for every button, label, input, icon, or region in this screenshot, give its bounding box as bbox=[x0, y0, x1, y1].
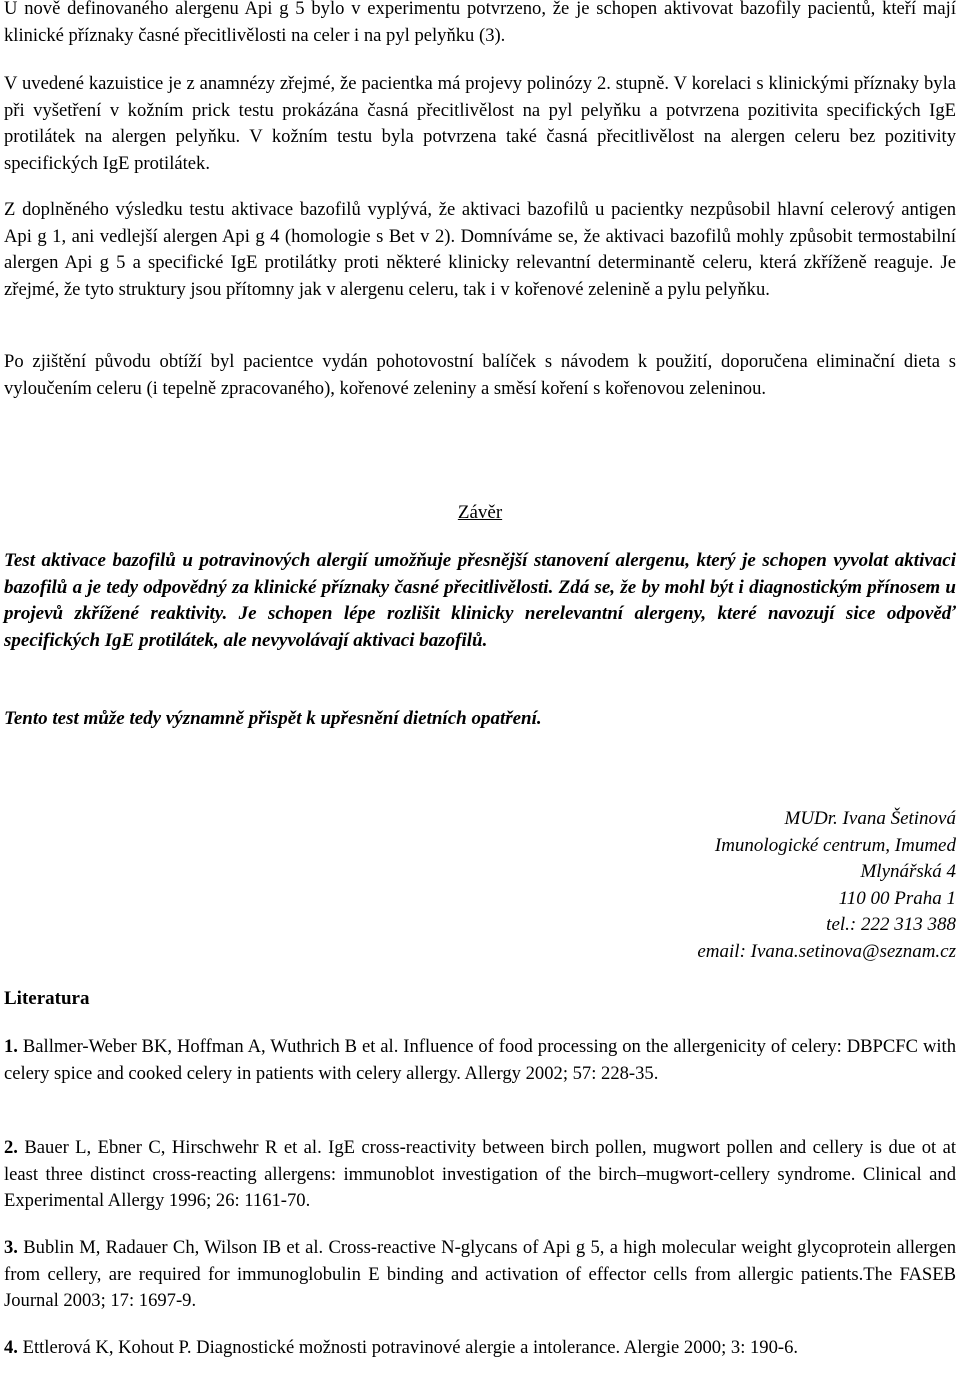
reference-number: 3. bbox=[4, 1237, 18, 1258]
author-phone: tel.: 222 313 388 bbox=[826, 914, 956, 935]
conclusion-heading: Závěr bbox=[457, 502, 503, 523]
author-signature-block bbox=[697, 806, 956, 965]
paragraph-case-report: V uvedené kazuistice je z anamnézy zřejmé, že pacientka má projevy polinózy 2. stupně. V korelaci s klinickými příznaky byla při vyšetření v kožním prick testu prokázána časná přecitlivělost na pyl pelyňku a potvrzena pozitivita specifických IgE protilátek na alergen pelyňku. V kožním testu byla potvrzena také časná přecitlivělost na alergen celeru bez pozitivity specifických IgE protilátek. bbox=[4, 73, 956, 174]
reference-item bbox=[4, 1335, 956, 1362]
author-city: 110 00 Praha 1 bbox=[838, 887, 956, 909]
reference-item bbox=[4, 1034, 956, 1087]
reference-item bbox=[4, 1135, 956, 1215]
reference-item bbox=[4, 1235, 956, 1315]
reference-text: Bauer L, Ebner C, Hirschwehr R et al. IgE cross-reactivity between birch pollen, mugwort pollen and cellery is due ot at least three distinct cross-reacting allergens: immunoblot investigation of the birch–mugwort-cellery syndrome. Clinical and Experimental Allergy 1996; 26: 1161-70. bbox=[4, 1137, 956, 1211]
conclusion-text: Test aktivace bazofilů u potravinových alergií umožňuje přesnější stanovení alergenu, který je schopen vyvolat aktivaci bazofilů a je tedy odpovědný za klinické příznaky časné přecitlivělosti. Zdá se, že by mohl být i diagnostickým přínosem u projevů zkřížené reaktivity. Je schopen lépe rozlišit klinicky nerelevantní alergeny, které navozují sice odpověď specifických IgE protilátek, ale nevyvolávají aktivaci bazofilů. bbox=[4, 550, 956, 652]
author-name: MUDr. Ivana Šetinová bbox=[784, 808, 956, 829]
reference-text: Bublin M, Radauer Ch, Wilson IB et al. Cross-reactive N-glycans of Api g 5, a high molecular weight glycoprotein allergen from cellery, are required for immunoglobulin E binding and activation of effector cells from allergic patients.The FASEB Journal 2003; 17: 1697-9. bbox=[4, 1237, 956, 1311]
reference-number: 1. bbox=[4, 1036, 18, 1057]
author-street: Mlynářská 4 bbox=[860, 861, 956, 882]
reference-number: 4. bbox=[4, 1337, 18, 1358]
reference-number: 2. bbox=[4, 1137, 18, 1158]
author-email: email: Ivana.setinova@seznam.cz bbox=[697, 940, 956, 962]
paragraph-api-g5: U nově definovaného alergenu Api g 5 bylo v experimentu potvrzeno, že je schopen aktivovat bazofily pacientů, kteří mají klinické příznaky časné přecitlivělosti na celer i na pyl pelyňku (3). bbox=[4, 0, 956, 46]
literature-heading: Literatura bbox=[4, 988, 90, 1009]
conclusion-final-sentence: Tento test může tedy významně přispět k upřesnění dietních opatření. bbox=[4, 708, 542, 729]
paragraph-basophil-result: Z doplněného výsledku testu aktivace bazofilů vyplývá, že aktivaci bazofilů u pacientky nezpůsobil hlavní celerový antigen Api g 1, ani vedlejší alergen Api g 4 (homologie s Bet v 2). Domníváme se, že aktivaci bazofilů mohly způsobit termostabilní alergen Api g 5 a specifické IgE protilátky proti některé klinicky relevantní determinantě celeru, která zkříženě reaguje. Je zřejmé, že tyto struktury jsou přítomny jak v alergenu celeru, tak i v kořenové zelenině a pylu pelyňku. bbox=[4, 199, 956, 300]
reference-text: Ettlerová K, Kohout P. Diagnostické možnosti potravinové alergie a intolerance. Alergie 2000; 3: 190-6. bbox=[22, 1337, 799, 1358]
paragraph-treatment: Po zjištění původu obtíží byl pacientce vydán pohotovostní balíček s návodem k použití, doporučena eliminační dieta s vyloučením celeru (i tepelně zpracovaného), kořenové zeleniny a směsí koření s kořenovou zeleninou. bbox=[4, 351, 956, 399]
author-institution: Imunologické centrum, Imumed bbox=[714, 834, 956, 856]
reference-text: Ballmer-Weber BK, Hoffman A, Wuthrich B et al. Influence of food processing on the allergenicity of celery: DBPCFC with celery spice and cooked celery in patients with celery allergy. Allergy 2002; 57: 228-35. bbox=[4, 1036, 957, 1084]
